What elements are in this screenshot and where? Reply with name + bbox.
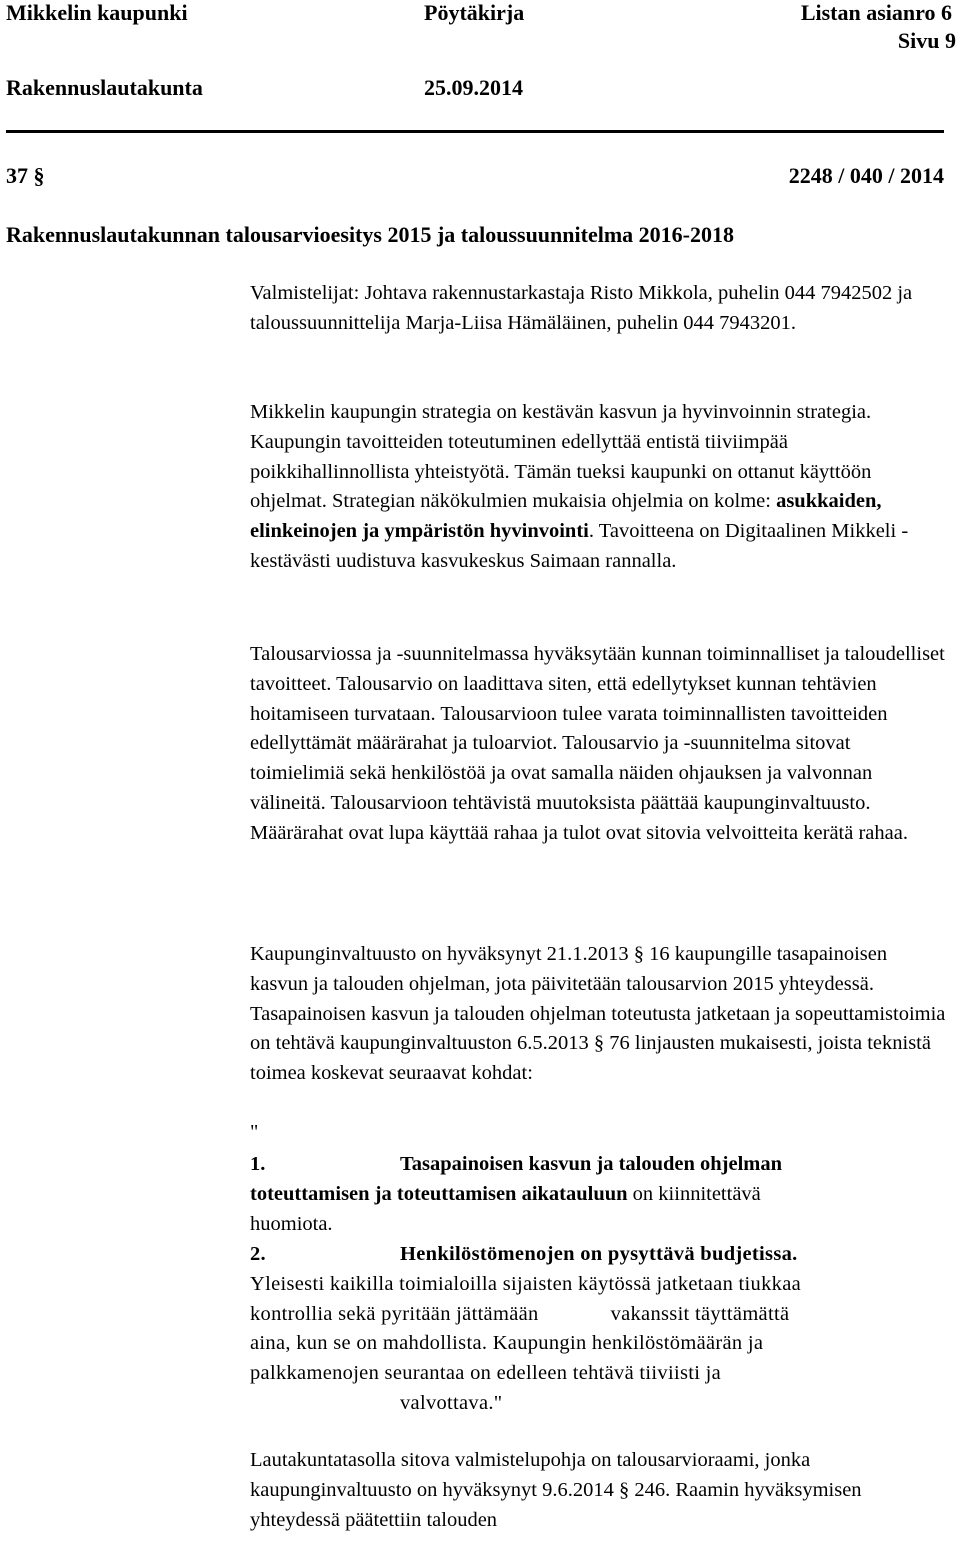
header-date: 25.09.2014 (424, 75, 523, 100)
strategy-text-end: . Tavoitteena on Digitaalinen Mikkeli - kestävästi uudistuva kasvukeskus Saimaan rannalla. (250, 520, 909, 572)
list-item-2-line: Yleisesti kaikilla toimialoilla sijaisten käytössä jatketaan tiukkaa (250, 1272, 801, 1295)
header-document-type: Pöytäkirja (424, 0, 525, 25)
header-divider (6, 130, 944, 133)
list-item-1-heading: Tasapainoisen kasvun ja talouden ohjelman (400, 1153, 783, 1175)
list-item-1-text-end: huomiota. (250, 1212, 333, 1235)
list-item-2-line: kontrollia sekä pyritään jättämään (250, 1302, 539, 1325)
header-board: Rakennuslautakunta (6, 75, 203, 100)
section-title: Rakennuslautakunnan talousarvioesitys 2015 ja taloussuunnitelma 2016-2018 (6, 222, 734, 247)
strategy-programs-bold: asukkaiden, elinkeinojen ja ympäristön hyvinvointi (250, 490, 882, 543)
list-item-2 (250, 1240, 950, 1419)
list-item-2-line: aina, kun se on mahdollista. Kaupungin henkilöstömäärän ja (250, 1332, 764, 1355)
section-number: 37 § (6, 163, 45, 188)
list-item-1-number: 1. (250, 1153, 266, 1175)
strategy-text-start: Mikkelin kaupungin strategia on kestävän kasvun ja hyvinvoinnin strategia. Kaupungin tavoitteiden toteutuminen edellyttää entistä tiiviimpää poikkihallinnollista yhteistyötä. Tämän tueksi kaupunki on ottanut käyttöön ohjelmat. Strategian näkökulmien mukaisia ohjelmia on kolme: (250, 401, 872, 513)
list-item-2-line: valvottava." (400, 1391, 503, 1414)
list-item-2-line: vakanssit täyttämättä (610, 1302, 790, 1325)
quote-open-mark: " (250, 1121, 259, 1143)
list-item-2-number: 2. (250, 1243, 266, 1265)
list-item-1 (250, 1150, 950, 1239)
header-item-number: Listan asianro 6 (800, 0, 952, 25)
program-paragraph: Kaupunginvaltuusto on hyväksynyt 21.1.2013 § 16 kaupungille tasapainoisen kasvun ja talouden ohjelman, jota päivitetään talousarvion 2015 yhteydessä. Tasapainoisen kasvun ja talouden ohjelman toteutusta jatketaan ja sopeuttamistoimia on tehtävä kaupunginvaltuuston 6.5.2013 § 76 linjausten mukaisesti, joista teknistä toimea koskevat seuraavat kohdat: (250, 943, 946, 1085)
list-item-2-heading: Henkilöstömenojen on pysyttävä budjetissa. (400, 1243, 798, 1265)
preparers-paragraph: Valmistelijat: Johtava rakennustarkastaja Risto Mikkola, puhelin 044 7942502 ja taloussuunnittelija Marja-Liisa Hämäläinen, puhelin 044 7943201. (250, 282, 913, 334)
section-reference: 2248 / 040 / 2014 (788, 163, 944, 188)
budget-paragraph: Talousarviossa ja -suunnitelmassa hyväksytään kunnan toiminnalliset ja taloudelliset tavoitteet. Talousarvio on laadittava siten, että edellytykset kunnan tehtävien hoitamiseen turvataan. Talousarvioon tulee varata toiminnallisten tavoitteiden edellyttämät määrärahat ja tuloarviot. Talousarvio ja -suunnitelma sitovat toimielimiä sekä henkilöstöä ja ovat samalla näiden ohjauksen ja valvonnan välineitä. Talousarvioon tehtävistä muutoksista päättää kaupunginvaltuusto. Määrärahat ovat lupa käyttää rahaa ja tulot ovat sitovia velvoitteita kerätä rahaa. (250, 643, 945, 844)
strategy-paragraph (250, 398, 950, 577)
list-item-2-line: palkkamenojen seurantaa on edelleen tehtävä tiiviisti ja (250, 1362, 722, 1385)
header-page-number: Sivu 9 (897, 28, 956, 53)
list-item-1-heading-cont: toteuttamisen ja toteuttamisen aikatauluun (250, 1182, 628, 1205)
framework-paragraph: Lautakuntatasolla sitova valmistelupohja on talousarvioraami, jonka kaupunginvaltuusto on hyväksynyt 9.6.2014 § 246. Raamin hyväksymisen yhteydessä päätettiin talouden (250, 1449, 862, 1531)
header-city: Mikkelin kaupunki (6, 0, 188, 25)
list-item-1-text: on kiinnitettävä (627, 1182, 761, 1205)
